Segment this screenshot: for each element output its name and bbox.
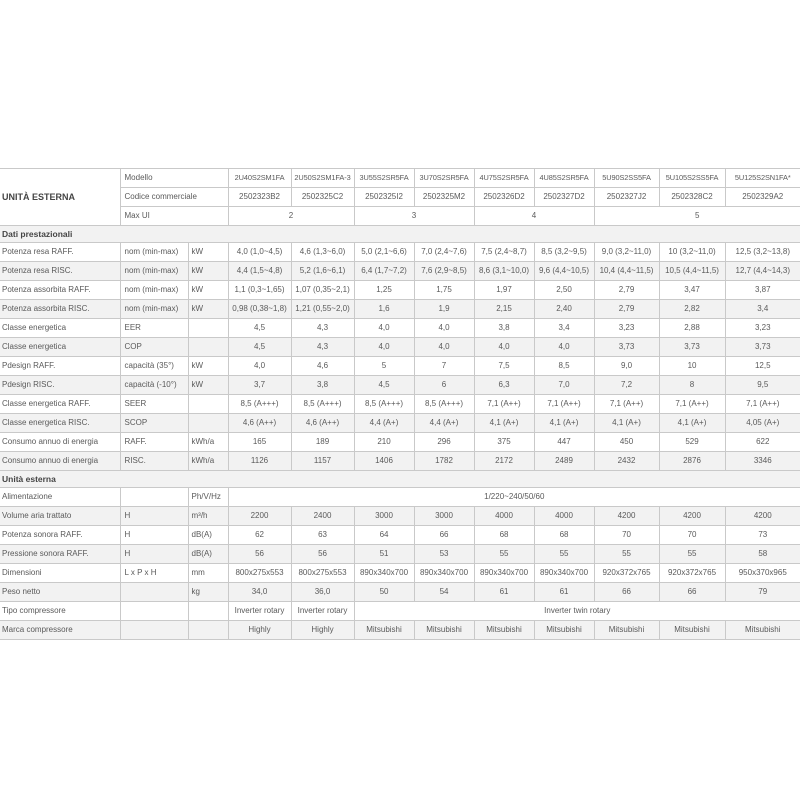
value-cell: 890x340x700 [534,564,594,583]
value-cell: 3,23 [725,319,800,338]
row-param: RAFF. [120,433,188,452]
value-cell: 890x340x700 [474,564,534,583]
value-cell: 50 [354,583,414,602]
value-cell: 1,6 [354,300,414,319]
row-unit: m³/h [188,507,228,526]
row-param: EER [120,319,188,338]
value-cell: Mitsubishi [354,621,414,640]
value-cell: 950x370x965 [725,564,800,583]
model-cell: 4U75S2SR5FA [474,169,534,188]
code-cell: 2502328C2 [659,188,725,207]
maxui-cell: 4 [474,207,594,226]
row-label: Alimentazione [0,488,120,507]
value-cell: 3,8 [291,376,354,395]
row-unit [188,338,228,357]
value-cell: 7,0 (2,4~7,6) [414,243,474,262]
value-cell: Mitsubishi [659,621,725,640]
value-cell: 6 [414,376,474,395]
unit-row [0,583,800,602]
value-cell: 3,4 [534,319,594,338]
row-unit: kW [188,281,228,300]
value-cell: 890x340x700 [354,564,414,583]
row-label: Marca compressore [0,621,120,640]
value-cell: 2,79 [594,300,659,319]
model-cell: 2U50S2SM1FA-3 [291,169,354,188]
model-cell: 4U85S2SR5FA [534,169,594,188]
value-cell: 12,5 [725,357,800,376]
row-param: SCOP [120,414,188,433]
value-cell: 7,0 [534,376,594,395]
value-cell: 68 [474,526,534,545]
row-unit: kW [188,243,228,262]
value-cell: 2172 [474,452,534,471]
value-cell: 4,0 (1,0~4,5) [228,243,291,262]
value-cell: 1406 [354,452,414,471]
value-cell: 34,0 [228,583,291,602]
row-label: Pressione sonora RAFF. [0,545,120,564]
row-param [120,621,188,640]
value-cell: 5,0 (2,1~6,6) [354,243,414,262]
row-unit: kg [188,583,228,602]
value-cell: 447 [534,433,594,452]
value-cell: 8,5 (A+++) [291,395,354,414]
code-cell: 2502327J2 [594,188,659,207]
perf-row [0,338,800,357]
code-cell: 2502329A2 [725,188,800,207]
value-cell: 56 [291,545,354,564]
value-cell: 4200 [725,507,800,526]
value-cell: 58 [725,545,800,564]
value-cell: 7,2 [594,376,659,395]
value-cell: 66 [659,583,725,602]
value-cell: 8,5 (A+++) [354,395,414,414]
value-cell: 920x372x765 [659,564,725,583]
row-unit: dB(A) [188,526,228,545]
unit-row [0,564,800,583]
model-cell: 5U105S2SS5FA [659,169,725,188]
perf-row [0,376,800,395]
value-cell: 4,4 (1,5~4,8) [228,262,291,281]
value-cell: 7,1 (A++) [534,395,594,414]
value-cell: 7,5 [474,357,534,376]
value-cell: 3,8 [474,319,534,338]
value-cell: 5,2 (1,6~6,1) [291,262,354,281]
code-cell: 2502323B2 [228,188,291,207]
value-cell: 12,5 (3,2~13,8) [725,243,800,262]
value-cell: 3,73 [659,338,725,357]
value-cell: Mitsubishi [725,621,800,640]
perf-row [0,319,800,338]
row-label: Consumo annuo di energia [0,433,120,452]
value-cell: 1,25 [354,281,414,300]
value-cell: 2489 [534,452,594,471]
value-cell: 800x275x553 [291,564,354,583]
row-param: nom (min-max) [120,262,188,281]
row-label: Peso netto [0,583,120,602]
code-cell: 2502325M2 [414,188,474,207]
value-cell: 4200 [594,507,659,526]
value-cell: 70 [594,526,659,545]
value-cell: 375 [474,433,534,452]
row-unit: kW [188,357,228,376]
value-cell: 165 [228,433,291,452]
row-label: Pdesign RISC. [0,376,120,395]
value-cell: 7 [414,357,474,376]
section-title: Dati prestazionali [0,226,800,243]
value-cell: 51 [354,545,414,564]
value-cell: 2,82 [659,300,725,319]
value-cell: 4,05 (A+) [725,414,800,433]
unit-row [0,545,800,564]
value-cell: 2,15 [474,300,534,319]
row-unit: kW [188,262,228,281]
value-cell: 61 [474,583,534,602]
value-cell: 4,0 [354,319,414,338]
maxui-cell: 3 [354,207,474,226]
value-cell: 7,1 (A++) [594,395,659,414]
value-cell: 4,1 (A+) [534,414,594,433]
value-cell: Inverter rotary [291,602,354,621]
value-cell: 6,4 (1,7~7,2) [354,262,414,281]
row-label: Potenza assorbita RAFF. [0,281,120,300]
value-cell: 2,50 [534,281,594,300]
model-label: Modello [120,169,228,188]
value-cell: 4200 [659,507,725,526]
value-cell: 4,6 (A++) [291,414,354,433]
value-cell: 1,21 (0,55~2,0) [291,300,354,319]
value-cell: 1,75 [414,281,474,300]
value-cell: 4,3 [291,338,354,357]
spec-table [0,168,800,640]
value-cell: 56 [228,545,291,564]
value-cell: 8 [659,376,725,395]
value-cell: 10,4 (4,4~11,5) [594,262,659,281]
maxui-label: Max UI [120,207,228,226]
row-param [120,583,188,602]
row-param [120,488,188,507]
value-cell: 890x340x700 [414,564,474,583]
value-cell: 4,4 (A+) [414,414,474,433]
value-cell: 10,5 (4,4~11,5) [659,262,725,281]
value-cell: 2,40 [534,300,594,319]
perf-row [0,262,800,281]
value-cell: 4,6 (A++) [228,414,291,433]
code-label: Codice commerciale [120,188,228,207]
perf-row [0,452,800,471]
value-cell: 210 [354,433,414,452]
value-cell: 9,0 (3,2~11,0) [594,243,659,262]
value-cell: 3000 [354,507,414,526]
value-cell: 4,0 [354,338,414,357]
row-unit [188,319,228,338]
code-cell: 2502326D2 [474,188,534,207]
value-cell: 55 [594,545,659,564]
value-cell: 9,5 [725,376,800,395]
value-cell: 800x275x553 [228,564,291,583]
value-cell: 63 [291,526,354,545]
value-cell: 55 [534,545,594,564]
value-cell: 1,07 (0,35~2,1) [291,281,354,300]
row-label: Classe energetica RAFF. [0,395,120,414]
row-param: H [120,526,188,545]
row-label: Potenza resa RISC. [0,262,120,281]
row-label: Tipo compressore [0,602,120,621]
value-cell: 3,87 [725,281,800,300]
row-param: SEER [120,395,188,414]
value-cell: 66 [414,526,474,545]
value-cell: 296 [414,433,474,452]
code-cell: 2502325C2 [291,188,354,207]
row-unit: Ph/V/Hz [188,488,228,507]
value-cell: 1126 [228,452,291,471]
value-cell: 4,1 (A+) [659,414,725,433]
value-cell: 2876 [659,452,725,471]
value-cell: 66 [594,583,659,602]
row-param: H [120,507,188,526]
value-cell: 4,5 [228,338,291,357]
value-cell: 3346 [725,452,800,471]
row-param: L x P x H [120,564,188,583]
value-cell: 73 [725,526,800,545]
value-cell: 55 [659,545,725,564]
perf-row [0,281,800,300]
row-unit [188,395,228,414]
value-cell: 450 [594,433,659,452]
value-cell: 4,0 [228,357,291,376]
value-cell: 3,73 [725,338,800,357]
value-cell: 7,5 (2,4~8,7) [474,243,534,262]
row-unit: kWh/a [188,433,228,452]
row-label: Potenza sonora RAFF. [0,526,120,545]
value-cell: 189 [291,433,354,452]
perf-row [0,300,800,319]
value-cell: 1/220~240/50/60 [228,488,800,507]
row-unit: kW [188,300,228,319]
value-cell: 3000 [414,507,474,526]
value-cell: 3,47 [659,281,725,300]
compressor-type-row [0,602,800,621]
value-cell: 622 [725,433,800,452]
value-cell: Mitsubishi [474,621,534,640]
value-cell: 2,88 [659,319,725,338]
row-label: Potenza assorbita RISC. [0,300,120,319]
unit-row [0,507,800,526]
value-cell: 7,1 (A++) [659,395,725,414]
value-cell: 4,1 (A+) [594,414,659,433]
value-cell: 2400 [291,507,354,526]
row-label: Classe energetica [0,338,120,357]
code-cell: 2502327D2 [534,188,594,207]
value-cell: Inverter rotary [228,602,291,621]
row-param: capacità (-10°) [120,376,188,395]
row-label: Classe energetica [0,319,120,338]
unit-title: UNITÀ ESTERNA [0,169,120,226]
value-cell: 0,98 (0,38~1,8) [228,300,291,319]
value-cell: 12,7 (4,4~14,3) [725,262,800,281]
value-cell: 55 [474,545,534,564]
perf-row [0,395,800,414]
value-cell: 4000 [534,507,594,526]
section-header [0,226,800,243]
value-cell: 54 [414,583,474,602]
value-cell: 36,0 [291,583,354,602]
value-cell: 2432 [594,452,659,471]
row-param: capacità (35°) [120,357,188,376]
maxui-row [0,207,800,226]
value-cell: Highly [228,621,291,640]
value-cell: 62 [228,526,291,545]
value-cell: 2,79 [594,281,659,300]
code-row [0,188,800,207]
value-cell: 7,6 (2,9~8,5) [414,262,474,281]
perf-row [0,433,800,452]
row-param: nom (min-max) [120,281,188,300]
value-cell: 8,6 (3,1~10,0) [474,262,534,281]
value-cell: 10 (3,2~11,0) [659,243,725,262]
value-cell: Mitsubishi [534,621,594,640]
value-cell: 53 [414,545,474,564]
value-cell: 3,4 [725,300,800,319]
value-cell: 68 [534,526,594,545]
row-param: COP [120,338,188,357]
row-label: Classe energetica RISC. [0,414,120,433]
value-cell: 1,97 [474,281,534,300]
value-cell: 4,3 [291,319,354,338]
value-cell: 4,0 [534,338,594,357]
value-cell: 79 [725,583,800,602]
model-cell: 3U70S2SR5FA [414,169,474,188]
value-cell: 920x372x765 [594,564,659,583]
value-cell: Mitsubishi [414,621,474,640]
value-cell: 5 [354,357,414,376]
value-cell: Mitsubishi [594,621,659,640]
value-cell: 3,23 [594,319,659,338]
spec-table-body [0,169,800,640]
section-header [0,471,800,488]
value-cell: 529 [659,433,725,452]
row-param: H [120,545,188,564]
code-cell: 2502325I2 [354,188,414,207]
value-cell: 8,5 (A+++) [414,395,474,414]
value-cell: 4,4 (A+) [354,414,414,433]
value-cell: 8,5 (3,2~9,5) [534,243,594,262]
row-label: Pdesign RAFF. [0,357,120,376]
model-cell: 2U40S2SM1FA [228,169,291,188]
row-label: Consumo annuo di energia [0,452,120,471]
perf-row [0,414,800,433]
row-unit: kW [188,376,228,395]
model-cell: 5U125S2SN1FA* [725,169,800,188]
model-cell: 5U90S2SS5FA [594,169,659,188]
model-cell: 3U55S2SR5FA [354,169,414,188]
row-unit [188,621,228,640]
row-unit: mm [188,564,228,583]
value-cell: 7,1 (A++) [474,395,534,414]
row-param: RISC. [120,452,188,471]
value-cell: 3,7 [228,376,291,395]
row-unit: kWh/a [188,452,228,471]
value-cell: 1157 [291,452,354,471]
row-label: Dimensioni [0,564,120,583]
value-cell: 70 [659,526,725,545]
maxui-cell: 2 [228,207,354,226]
value-cell: 4000 [474,507,534,526]
row-label: Potenza resa RAFF. [0,243,120,262]
value-cell: 10 [659,357,725,376]
row-param: nom (min-max) [120,300,188,319]
value-cell: 2200 [228,507,291,526]
value-cell: 6,3 [474,376,534,395]
value-cell: 61 [534,583,594,602]
value-cell: 4,1 (A+) [474,414,534,433]
power-row [0,488,800,507]
row-unit: dB(A) [188,545,228,564]
value-cell: 4,5 [354,376,414,395]
row-label: Volume aria trattato [0,507,120,526]
compressor-brand-row [0,621,800,640]
value-cell: 4,0 [414,319,474,338]
model-row [0,169,800,188]
value-cell: 4,6 (1,3~6,0) [291,243,354,262]
perf-row [0,243,800,262]
value-cell: 4,0 [474,338,534,357]
row-param: nom (min-max) [120,243,188,262]
row-unit [188,414,228,433]
value-cell: 7,1 (A++) [725,395,800,414]
value-cell: 8,5 [534,357,594,376]
value-cell: 1,1 (0,3~1,65) [228,281,291,300]
value-cell: 1782 [414,452,474,471]
value-cell: 3,73 [594,338,659,357]
section-title: Unità esterna [0,471,800,488]
value-cell: 9,0 [594,357,659,376]
value-cell: 4,0 [414,338,474,357]
value-cell: 8,5 (A+++) [228,395,291,414]
value-cell: 64 [354,526,414,545]
value-cell: 9,6 (4,4~10,5) [534,262,594,281]
value-cell: 4,5 [228,319,291,338]
row-unit [188,602,228,621]
maxui-cell: 5 [594,207,800,226]
value-cell: Highly [291,621,354,640]
perf-row [0,357,800,376]
value-cell: 4,6 [291,357,354,376]
row-param [120,602,188,621]
value-cell: 1,9 [414,300,474,319]
value-cell: Inverter twin rotary [354,602,800,621]
unit-row [0,526,800,545]
